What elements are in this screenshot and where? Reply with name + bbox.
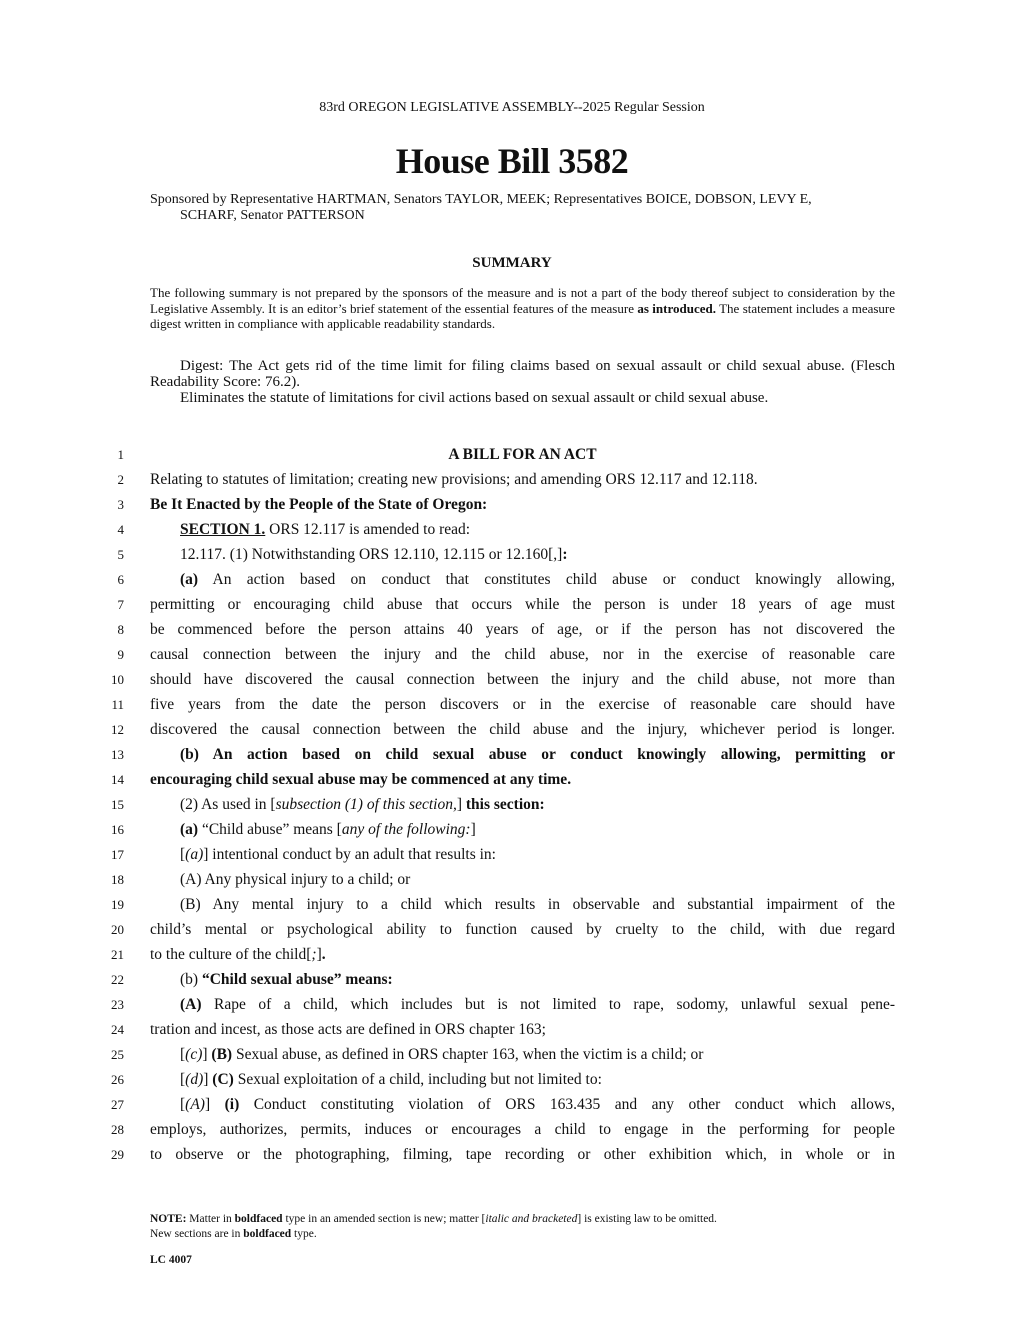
bill-line-18: (A) Any physical injury to a child; or [180,871,411,888]
line-27-bracket-close: ] [204,1096,225,1113]
note-boldfaced: boldfaced [234,1213,283,1225]
line-25-italic: (c) [185,1046,203,1063]
line-number: 17 [111,847,124,862]
bill-line-16 [150,820,895,845]
bill-line-24: tration and incest, as those acts are defined in ORS chapter 163; [150,1021,546,1038]
note-italic: italic and bracketed [485,1213,578,1225]
bill-line-28: employs, authorizes, permits, induces or encourages a child to engage in the performing for people [150,1121,895,1138]
line-number: 25 [111,1047,124,1062]
bill-line-25 [150,1045,895,1070]
line-number: 22 [111,972,124,987]
line-16-bold: (a) [180,821,199,838]
line-number: 28 [111,1122,124,1137]
line-15-bracket: ] [456,796,466,813]
bill-line-21 [150,945,895,970]
line-26-bracket-close: ] [203,1071,213,1088]
line-5-bold: : [562,546,568,563]
bill-line-27 [150,1095,895,1120]
sponsors [150,192,895,224]
line-number: 11 [111,697,124,712]
bill-line-23 [150,995,895,1020]
sponsors-line-1: Sponsored by Representative HARTMAN, Senators TAYLOR, MEEK; Representatives BOICE, DOBSON, LEVY E, [150,192,812,207]
line-21-text: to the culture of the child[ [150,946,312,963]
line-number: 20 [111,922,124,937]
bill-line-20: child’s mental or psychological ability to function caused by cruelty to the child, with due regard [150,921,895,938]
line-22-bold: “Child sexual abuse” means: [201,971,393,988]
bill-line-11: five years from the date the person discovers or in the exercise of reasonable care should have [150,696,895,713]
line-number: 13 [111,747,124,762]
line-17-italic: (a) [185,846,204,863]
summary-heading: SUMMARY [472,255,552,271]
note-label: NOTE: [150,1213,187,1225]
line-number: 21 [111,947,124,962]
footnote [150,1212,895,1242]
note-boldfaced: boldfaced [243,1228,292,1240]
line-15-text: (2) As used in [ [180,796,276,813]
line-number: 12 [111,722,124,737]
note-text: Matter in [186,1213,235,1225]
line-25-bracket: [ [180,1046,186,1063]
bill-line-29: to observe or the photographing, filming, tape recording or other exhibition which, in whole or in [150,1146,895,1163]
line-number: 2 [117,472,124,487]
bill-heading: A BILL FOR AN ACT [448,446,597,463]
line-number: 7 [117,597,124,612]
bill-line-8: be commenced before the person attains 40 years of age, or if the person has not discovered the [150,621,895,638]
footnote-line-2 [150,1227,895,1242]
line-23-bold: (A) [180,996,202,1013]
bill-line-17 [150,845,895,870]
line-17-bracket: [ [180,846,186,863]
line-number: 14 [111,772,124,787]
relating-clause: Relating to statutes of limitation; creating new provisions; and amending ORS 12.117 and 12.118. [150,471,758,488]
line-13-bold: (b) An action based on child sexual abuse or conduct knowingly allowing, permitting or [180,746,895,763]
bill-line-10: should have discovered the causal connection between the injury and the child abuse, not more than [150,671,895,688]
line-26-text: Sexual exploitation of a child, including but not limited to: [233,1071,602,1088]
enacting-clause [150,495,895,520]
line-number: 19 [111,897,124,912]
section-1-label: SECTION 1. [180,521,266,538]
bill-line-15 [150,795,895,820]
bill-line-13 [150,745,895,770]
line-15-italic: subsection (1) of this section, [275,796,457,813]
line-26-bold: (C) [212,1071,234,1088]
line-number: 15 [111,797,124,812]
line-16-text: “Child abuse” means [ [198,821,342,838]
line-27-italic: (A) [185,1096,205,1113]
digest-eliminates: Eliminates the statute of limitations for civil actions based on sexual assault or child sexual abuse. [180,390,769,406]
summary-paragraph [150,285,895,332]
summary-as-introduced: as introduced. [637,300,716,316]
line-27-bracket: [ [180,1096,186,1113]
line-number: 10 [111,672,124,687]
line-26-bracket: [ [180,1071,186,1088]
line-5-text: 12.117. (1) Notwithstanding ORS 12.110, 12.115 or 12.160[,] [180,546,563,563]
line-number: 6 [117,572,124,587]
bill-line-5 [150,545,895,570]
line-number: 29 [111,1147,124,1162]
bill-line-12: discovered the causal connection between the child abuse and the injury, whichever period is longer. [150,721,895,738]
line-number: 24 [111,1022,124,1037]
digest-line: Digest: The Act gets rid of the time limit for filing claims based on sexual assault or child sexual abuse. (Flesch Readability Score: 76.2). [150,358,895,390]
summary-text-end: The statement includes a measure digest written in compliance with applicable readability standards. [150,300,896,331]
sponsors-line-2: SCHARF, Senator PATTERSON [180,208,365,223]
note-text: New sections are in [150,1228,244,1240]
note-text: type. [291,1228,317,1240]
bill-line-26 [150,1070,895,1095]
section-1-text: ORS 12.117 is amended to read: [265,521,471,538]
line-number: 23 [111,997,124,1012]
note-text: type in an amended section is new; matter [ [282,1213,486,1225]
line-27-text: Conduct constituting violation of ORS 163.435 and any other conduct which allows, [239,1096,895,1113]
bill-line-7: permitting or encouraging child abuse that occurs while the person is under 18 years of age must [150,596,895,613]
line-25-bracket-close: ] [202,1046,212,1063]
bill-line-6 [150,570,895,595]
line-14-bold: encouraging child sexual abuse may be commenced at any time. [150,771,572,788]
footnote-line-1 [150,1212,895,1227]
line-number: 18 [111,872,124,887]
section-1-heading [150,520,895,545]
line-number: 3 [117,497,124,512]
line-number: 4 [117,522,124,537]
line-6-text: An action based on conduct that constitutes child abuse or conduct knowingly allowing, [198,571,895,588]
line-number: 27 [111,1097,124,1112]
bill-line-19: (B) Any mental injury to a child which results in observable and substantial impairment of the [180,896,895,913]
lc-number: LC 4007 [150,1254,192,1266]
line-17-text: ] intentional conduct by an adult that results in: [203,846,496,863]
line-21-bold: . [321,946,326,963]
line-25-text: Sexual abuse, as defined in ORS chapter 163, when the victim is a child; or [232,1046,704,1063]
note-text: ] is existing law to be omitted. [577,1213,717,1225]
line-23-text: Rape of a child, which includes but is not limited to rape, sodomy, unlawful sexual pene- [201,996,895,1013]
bill-line-9: causal connection between the injury and the child abuse, nor in the exercise of reasonable care [150,646,895,663]
line-number: 5 [117,547,124,562]
line-number: 1 [117,447,124,462]
line-26-italic: (d) [185,1071,204,1088]
bill-line-14 [150,770,895,795]
bill-title: House Bill 3582 [395,141,629,181]
line-15-bold: this section: [465,796,545,813]
line-number: 16 [111,822,124,837]
session-header: 83rd OREGON LEGISLATIVE ASSEMBLY--2025 Regular Session [319,100,705,115]
line-22-text: (b) [180,971,202,988]
summary-text: The following summary is not prepared by the sponsors of the measure and is not a part of the body thereof subject to consideration by the Legislative Assembly. It is an editor’s brief statement of the essential features of the measure [150,285,895,316]
line-25-bold: (B) [211,1046,233,1063]
line-21-italic: ; [311,946,317,963]
enacting-clause-text: Be It Enacted by the People of the State of Oregon: [150,496,488,513]
line-number: 9 [117,647,124,662]
line-16-bracket: ] [470,821,476,838]
line-6-bold: (a) [180,571,199,588]
digest [150,358,895,406]
line-number: 8 [117,622,124,637]
bill-line-22 [150,970,895,995]
line-number: 26 [111,1072,124,1087]
line-16-italic: any of the following: [341,821,471,838]
line-21-bracket: ] [316,946,322,963]
line-27-bold: (i) [224,1096,240,1113]
